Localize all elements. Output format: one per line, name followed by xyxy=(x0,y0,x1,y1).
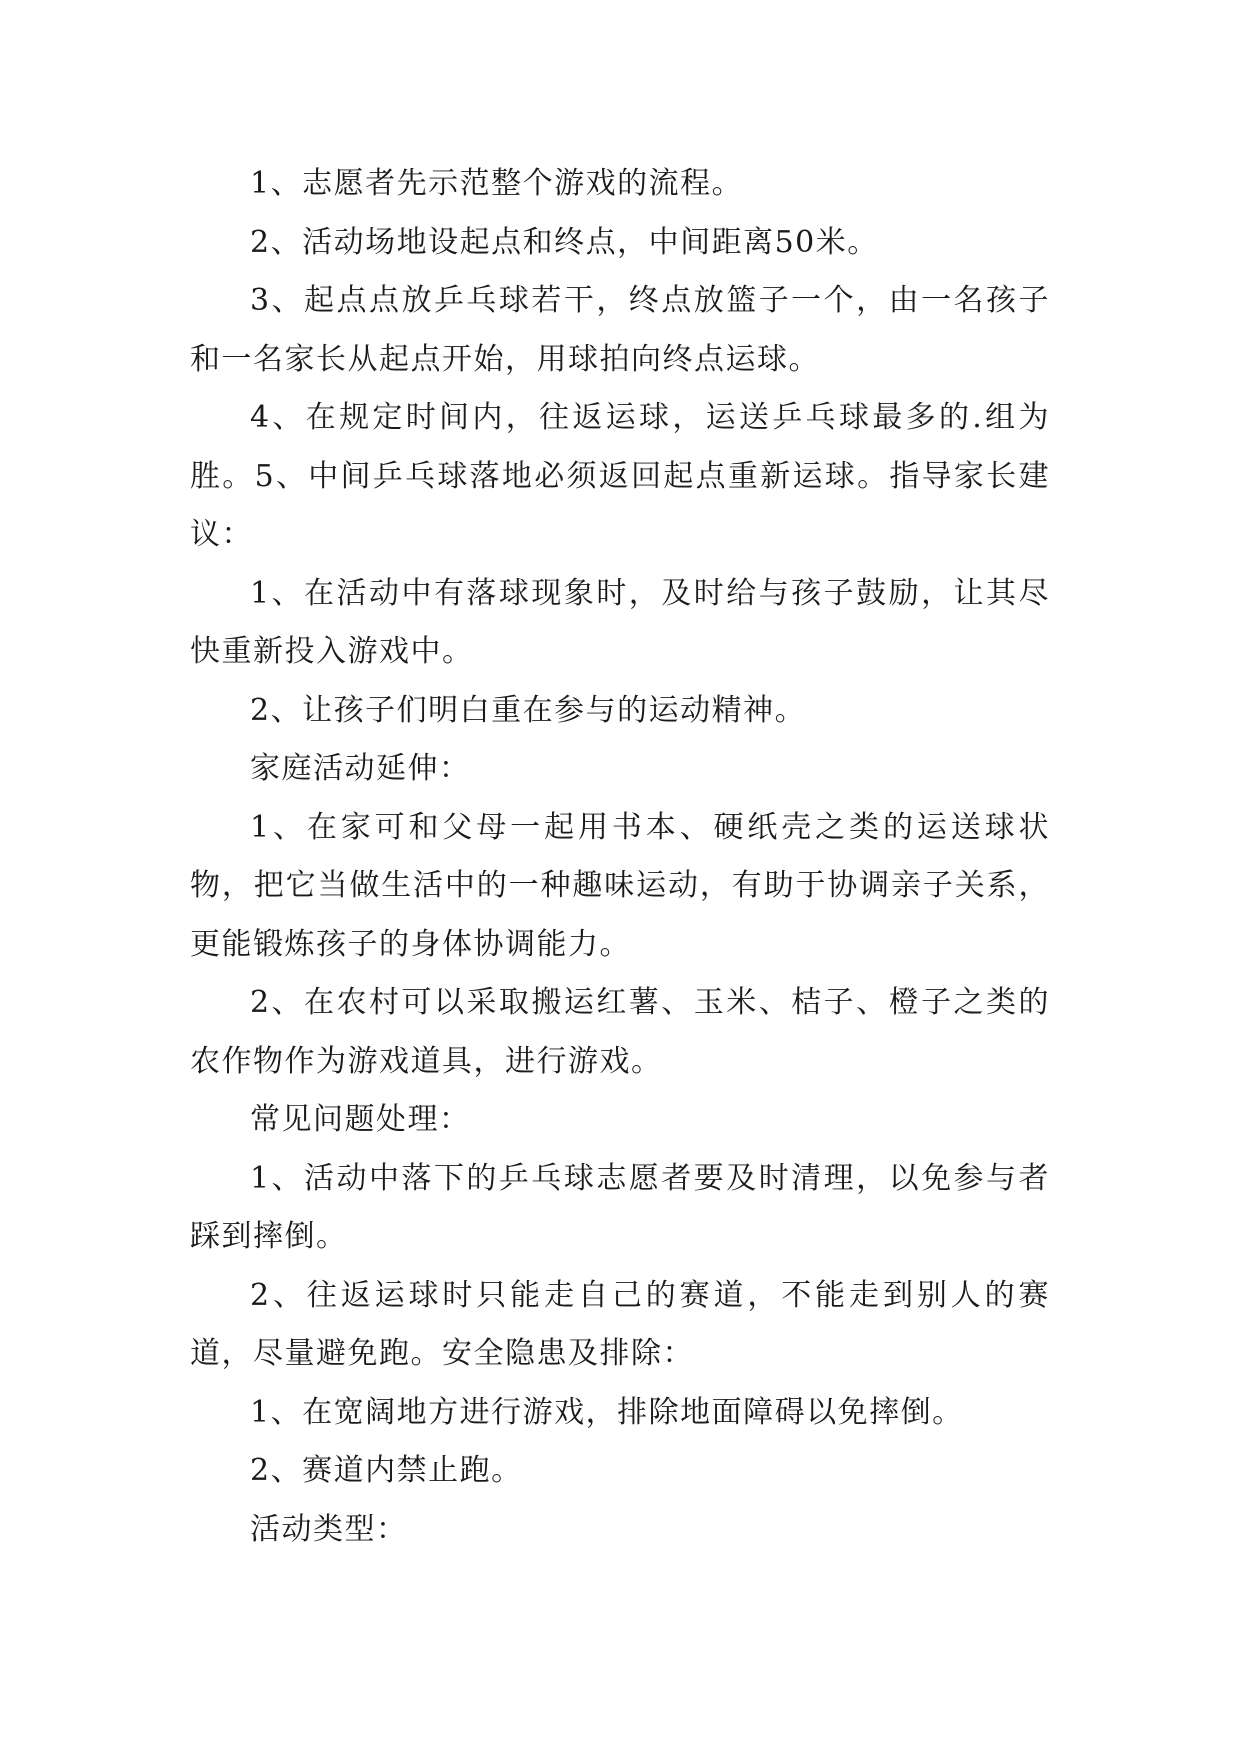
paragraph-extension-1: 1、在家可和父母一起用书本、硬纸壳之类的运送球状物，把它当做生活中的一种趣味运动，有助于协调亲子关系，更能锻炼孩子的身体协调能力。 xyxy=(190,809,1050,962)
paragraph-step-2: 2、活动场地设起点和终点，中间距离50米。 xyxy=(250,224,879,260)
heading-activity-type: 活动类型： xyxy=(250,1511,408,1547)
paragraph-step-4: 4、在规定时间内，往返运球，运送乒乓球最多的.组为胜。5、中间乒乓球落地必须返回起点重新运球。指导家长建议： xyxy=(190,400,1050,552)
paragraph-safety-2: 2、赛道内禁止跑。 xyxy=(250,1453,523,1488)
paragraph-problem-1: 1、活动中落下的乒乓球志愿者要及时清理，以免参与者踩到摔倒。 xyxy=(190,1160,1050,1254)
paragraph-step-3: 3、起点点放乒乓球若干，终点放篮子一个，由一名孩子和一名家长从起点开始，用球拍向终点运球。 xyxy=(190,283,1050,377)
heading-common-problems: 常见问题处理： xyxy=(250,1102,471,1137)
paragraph-extension-2: 2、在农村可以采取搬运红薯、玉米、桔子、橙子之类的农作物作为游戏道具，进行游戏。 xyxy=(190,985,1050,1079)
paragraph-problem-2: 2、往返运球时只能走自己的赛道，不能走到别人的赛道，尽量避免跑。安全隐患及排除： xyxy=(190,1277,1050,1371)
paragraph-advice-1: 1、在活动中有落球现象时，及时给与孩子鼓励，让其尽快重新投入游戏中。 xyxy=(190,575,1050,669)
paragraph-step-1: 1、志愿者先示范整个游戏的流程。 xyxy=(250,166,744,201)
heading-family-extension: 家庭活动延伸： xyxy=(250,751,471,786)
paragraph-advice-2: 2、让孩子们明白重在参与的运动精神。 xyxy=(250,692,807,728)
paragraph-safety-1: 1、在宽阔地方进行游戏，排除地面障碍以免摔倒。 xyxy=(250,1394,964,1430)
document-body xyxy=(190,155,1050,1559)
